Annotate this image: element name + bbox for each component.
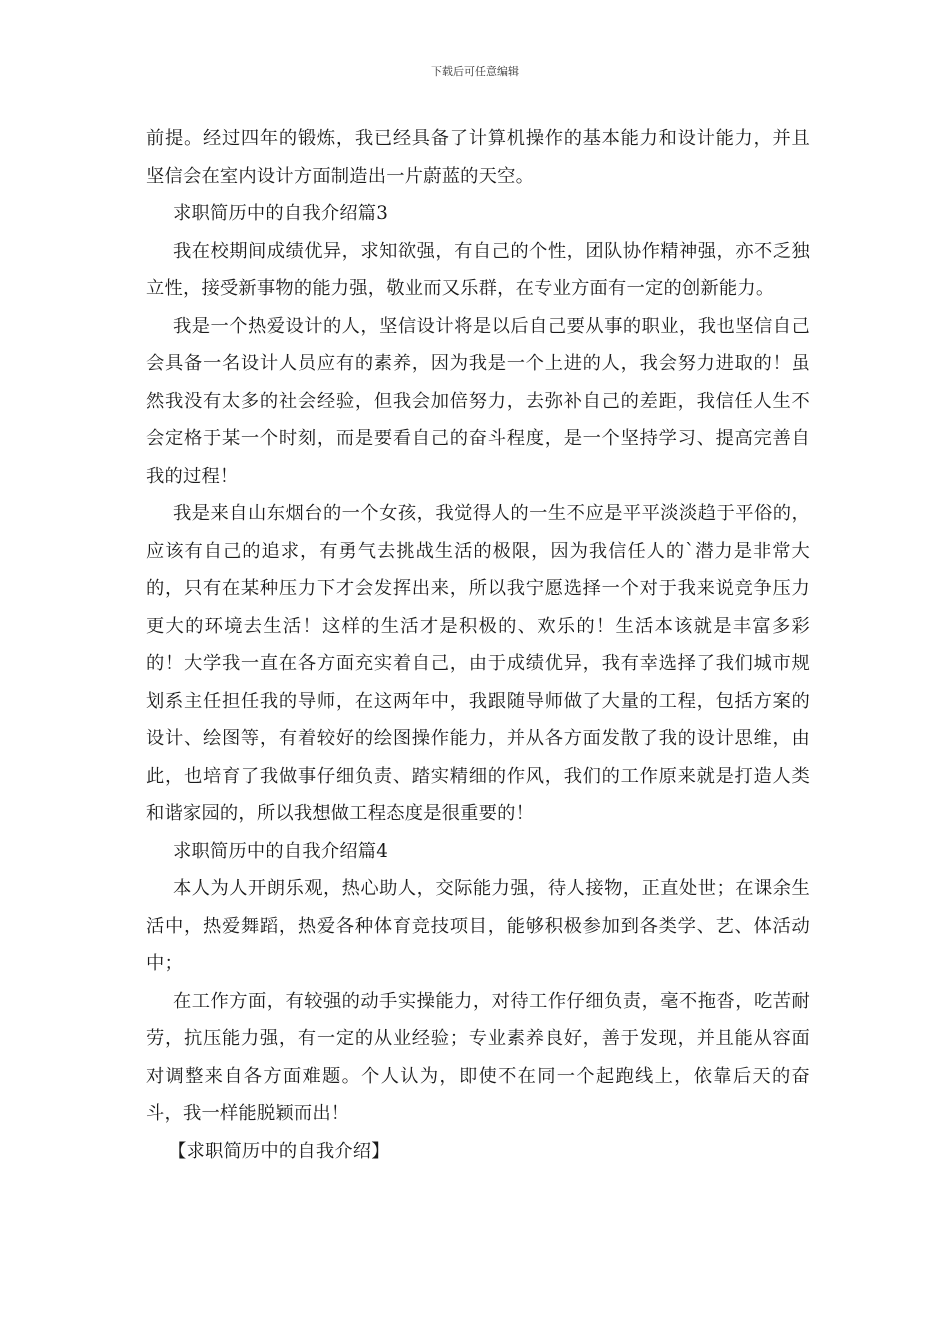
body-paragraph: 我是一个热爱设计的人，坚信设计将是以后自己要从事的职业，我也坚信自己会具备一名设计人员应有的素养，因为我是一个上进的人，我会努力进取的！虽然我没有太多的社会经验，但我会加倍努力，去弥补自己的差距，我信任人生不会定格于某一个时刻，而是要看自己的奋斗程度，是一个坚持学习、提高完善自我的过程！ bbox=[146, 315, 810, 487]
section-heading-4: 求职简历中的自我介绍篇4 bbox=[173, 840, 389, 862]
document-body bbox=[146, 120, 810, 1170]
page-header-note: 下载后可任意编辑 bbox=[431, 65, 519, 78]
continuation-paragraph: 前提。经过四年的锻炼，我已经具备了计算机操作的基本能力和设计能力，并且坚信会在室内设计方面制造出一片蔚蓝的天空。 bbox=[146, 128, 810, 187]
body-paragraph: 我在校期间成绩优异，求知欲强，有自己的个性，团队协作精神强，亦不乏独立性，接受新事物的能力强，敬业而又乐群，在专业方面有一定的创新能力。 bbox=[146, 240, 810, 299]
body-paragraph: 在工作方面，有较强的动手实操能力，对待工作仔细负责，毫不拖沓，吃苦耐劳，抗压能力强，有一定的从业经验；专业素养良好，善于发现，并且能从容面对调整来自各方面难题。个人认为，即使不在同一个起跑线上，依靠后天的奋斗，我一样能脱颖而出！ bbox=[146, 990, 810, 1124]
section-heading-3: 求职简历中的自我介绍篇3 bbox=[173, 203, 389, 224]
body-paragraph: 本人为人开朗乐观，热心助人，交际能力强，待人接物，正直处世；在课余生活中，热爱舞蹈，热爱各种体育竞技项目，能够积极参加到各类学、艺、体活动中； bbox=[146, 878, 810, 974]
bracket-title: 【求职简历中的自我介绍】 bbox=[168, 1140, 390, 1162]
body-paragraph: 我是来自山东烟台的一个女孩，我觉得人的一生不应是平平淡淡趋于平俗的，应该有自己的追求，有勇气去挑战生活的极限，因为我信任人的`潜力是非常大的，只有在某种压力下才会发挥出来，所以我宁愿选择一个对于我来说竞争压力更大的环境去生活！这样的生活才是积极的、欢乐的！生活本该就是丰富多彩的！大学我一直在各方面充实着自己，由于成绩优异，我有幸选择了我们城市规划系主任担任我的导师，在这两年中，我跟随导师做了大量的工程，包括方案的设计、绘图等，有着较好的绘图操作能力，并从各方面发散了我的设计思维，由此，也培育了我做事仔细负责、踏实精细的作风，我们的工作原来就是打造人类和谐家园的，所以我想做工程态度是很重要的！ bbox=[146, 503, 810, 824]
